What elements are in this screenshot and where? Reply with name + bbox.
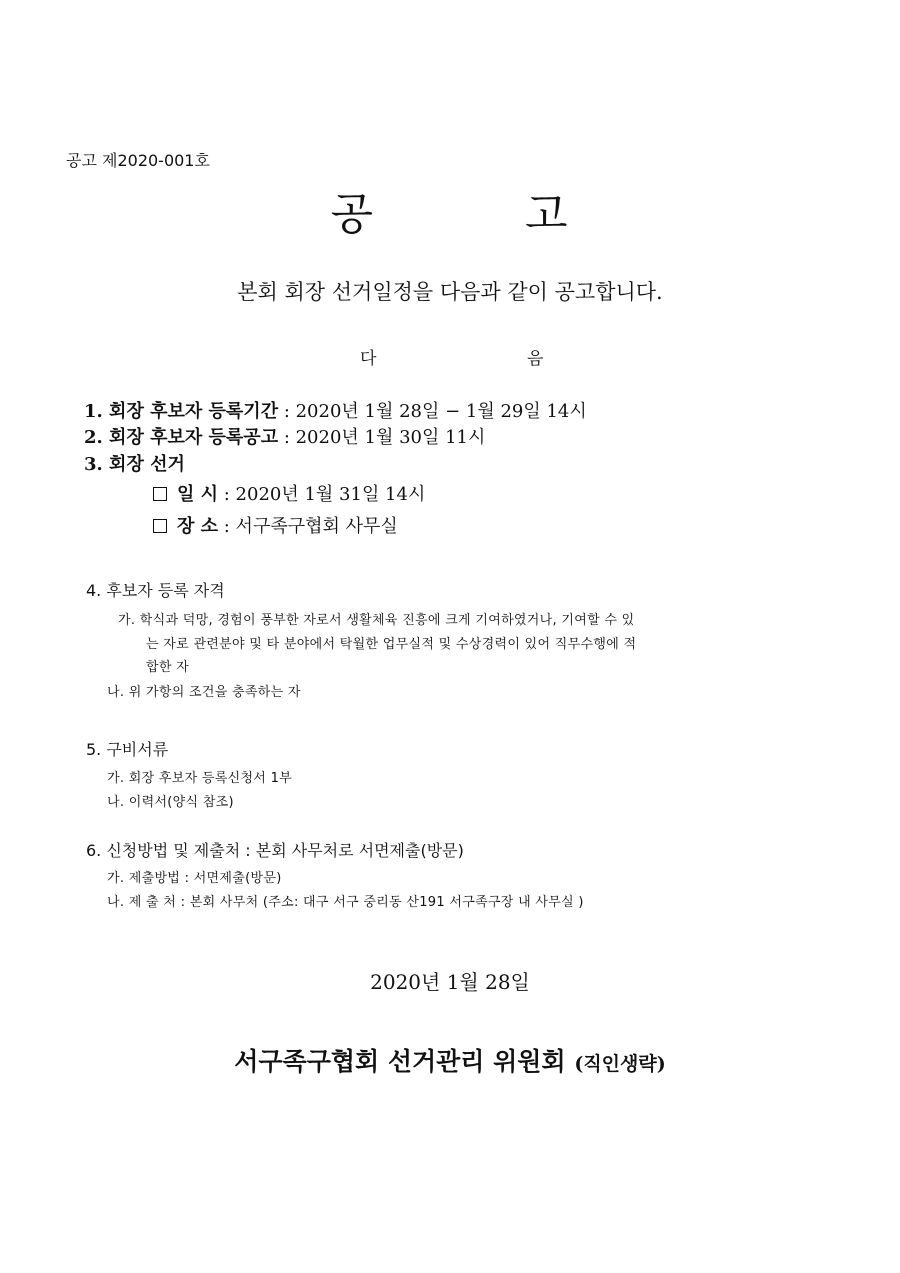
application-method: 가. 제출방법 : 서면제출(방문) <box>107 871 282 886</box>
title-char-left: 공 <box>330 189 375 240</box>
election-place-label: 장 소 <box>177 516 219 537</box>
qualification-a-line2: 는 자로 관련분야 및 타 분야에서 탁월한 업무실적 및 수상경력이 있어 직무수행에 적 <box>146 637 637 652</box>
election-datetime-label: 일 시 <box>177 484 219 505</box>
qualification-b: 나. 위 가항의 조건을 충족하는 자 <box>107 685 301 700</box>
document-a: 가. 회장 후보자 등록신청서 1부 <box>107 771 293 786</box>
schedule-item-registration-period <box>84 403 587 421</box>
registration-period-value: : 2020년 1월 28일 − 1월 29일 14시 <box>278 401 587 422</box>
checkbox-square-icon <box>153 519 167 533</box>
application-address: 나. 제 출 처 : 본회 사무처 (주소: 대구 서구 중리동 산191 서구족구장 내 사무실 ) <box>107 895 584 910</box>
eum-label: 음 <box>527 349 544 369</box>
registration-notice-label: 2. 회장 후보자 등록공고 <box>84 427 279 448</box>
checkbox-square-icon <box>153 487 167 501</box>
schedule-item-registration-notice <box>84 429 485 447</box>
da-label: 다 <box>360 349 377 369</box>
registration-notice-value: : 2020년 1월 30일 11시 <box>278 427 486 448</box>
qualification-a-line3: 합한 자 <box>146 660 190 675</box>
qualification-a-line1: 가. 학식과 덕망, 경험이 풍부한 자로서 생활체육 진흥에 크게 기여하였거나, 기여할 수 있 <box>118 613 635 628</box>
notice-number: 공고 제2020-001호 <box>66 151 210 170</box>
intro-text: 본회 회장 선거일정을 다음과 같이 공고합니다. <box>237 280 663 304</box>
election-datetime <box>153 486 425 504</box>
document-b: 나. 이력서(양식 참조) <box>107 795 234 810</box>
section-documents-title: 5. 구비서류 <box>86 740 169 759</box>
seal-note: (직인생략) <box>574 1053 666 1075</box>
election-datetime-value: : 2020년 1월 31일 14시 <box>218 484 426 505</box>
page-title <box>0 178 900 242</box>
notice-date: 2020년 1월 28일 <box>370 970 530 994</box>
election-place-value: : 서구족구협회 사무실 <box>218 516 398 537</box>
section-application-title: 6. 신청방법 및 제출처 : 본회 사무처로 서면제출(방문) <box>86 841 464 860</box>
organization-signature <box>0 1042 900 1078</box>
election-place <box>153 518 398 536</box>
election-label: 3. 회장 선거 <box>84 454 185 475</box>
schedule-item-election <box>84 456 185 474</box>
registration-period-label: 1. 회장 후보자 등록기간 <box>84 401 279 422</box>
organization-name: 서구족구협회 선거관리 위원회 <box>234 1047 566 1076</box>
section-qualifications-title: 4. 후보자 등록 자격 <box>86 581 225 600</box>
title-char-right: 고 <box>525 189 570 240</box>
